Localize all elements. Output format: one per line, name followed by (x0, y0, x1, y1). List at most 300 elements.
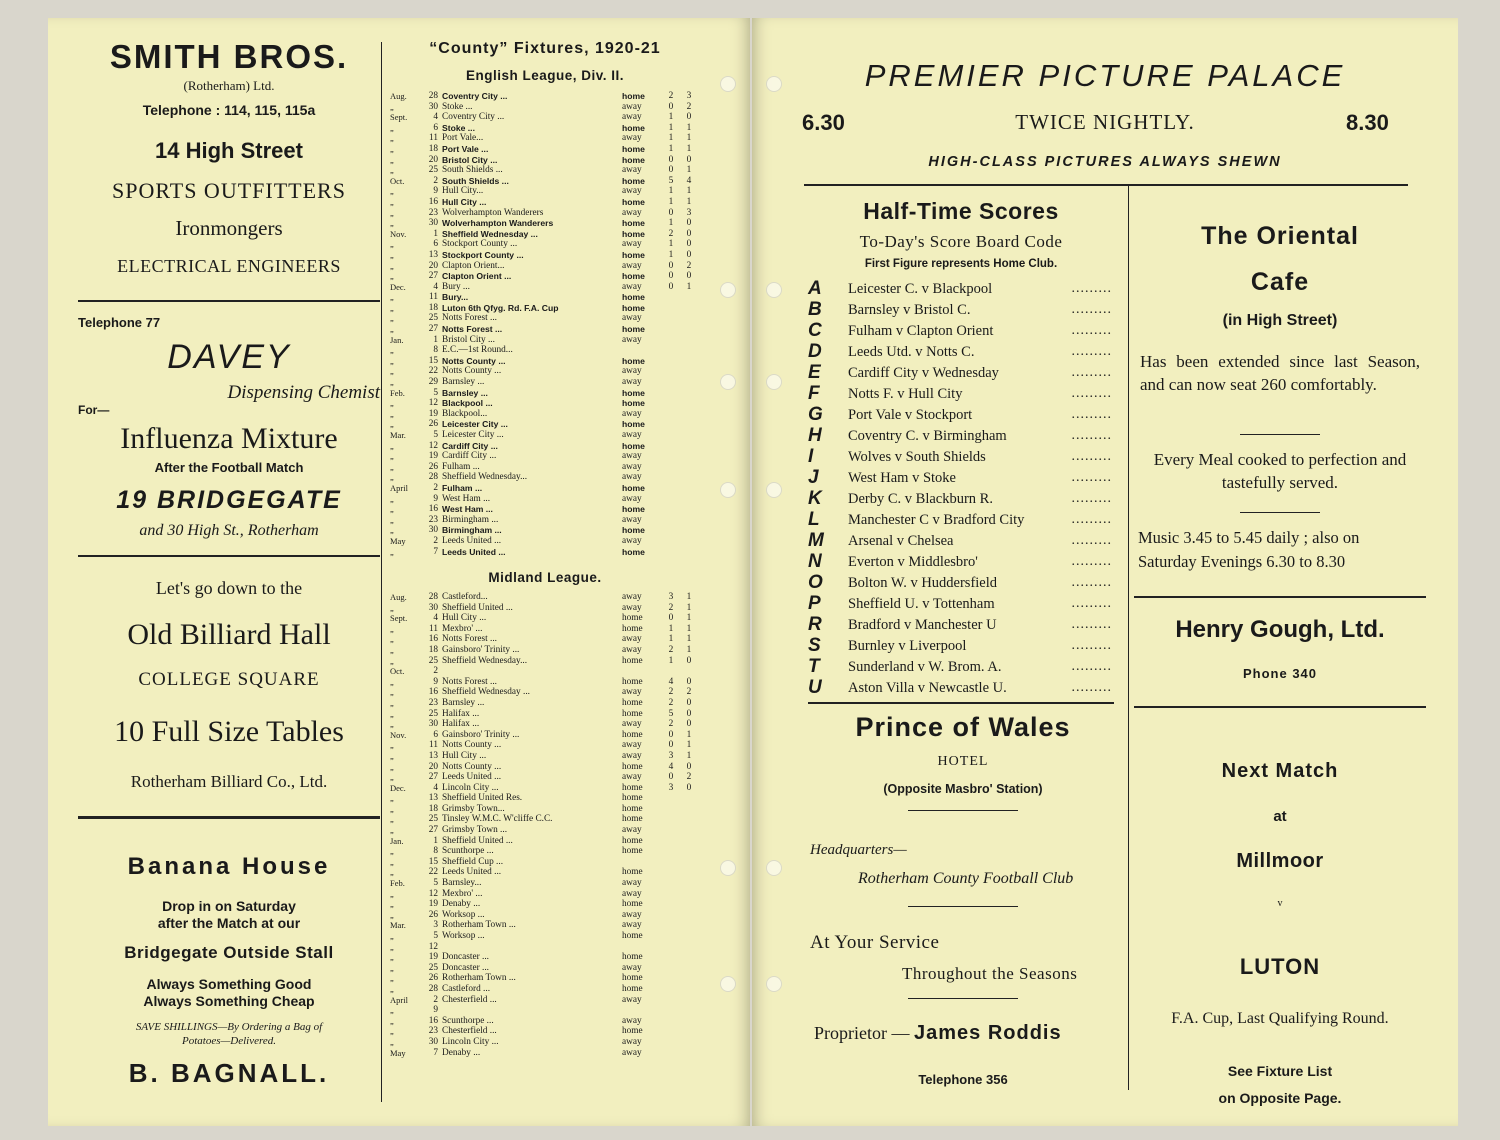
score-match: Port Vale v Stockport (848, 407, 973, 423)
score-row (808, 383, 1114, 404)
score-blank: ......... (1071, 281, 1112, 296)
fixture-opponent: Clapton Orient... (442, 260, 505, 271)
fixture-month: „ (390, 708, 394, 719)
fixture-goals-against: 1 (686, 644, 692, 655)
fixture-day: 19 (428, 408, 438, 419)
fixture-goals-against: 0 (686, 249, 692, 260)
fixture-row (390, 687, 700, 698)
fixture-day: 1 (433, 228, 438, 239)
fixture-row (390, 825, 700, 836)
oriental-in-high-street: (in High Street) (1222, 312, 1338, 329)
fixture-venue: home (622, 814, 643, 825)
fixture-month: „ (390, 1005, 394, 1016)
fixture-day: 6 (433, 729, 438, 740)
fixture-goals-for: 5 (668, 708, 674, 719)
fixture-day: 2 (433, 994, 438, 1005)
fixture-month: „ (390, 952, 394, 963)
fixture-goals-for: 2 (668, 228, 674, 239)
fixture-opponent: Sheffield United Res. (442, 793, 523, 804)
fixture-goals-for: 1 (668, 218, 674, 229)
fixture-day: 30 (428, 525, 438, 536)
score-blank: ......... (1071, 533, 1112, 548)
fixture-row (390, 793, 700, 804)
fixture-day: 2 (433, 666, 438, 677)
fixture-goals-for: 1 (668, 634, 674, 645)
fixture-venue: away (622, 535, 642, 546)
score-blank: ......... (1071, 659, 1112, 674)
fixture-day: 25 (428, 708, 438, 719)
fixture-row (390, 515, 700, 526)
fixture-venue: away (622, 920, 642, 931)
fixture-venue: away (622, 366, 642, 377)
fixture-goals-against: 3 (686, 91, 692, 101)
fixture-row (390, 952, 700, 963)
fixture-venue: away (622, 1015, 642, 1026)
score-blank: ......... (1071, 638, 1112, 653)
left-page (48, 18, 750, 1126)
fixture-day: 2 (433, 482, 438, 493)
davey-telephone: Telephone 77 (78, 315, 161, 330)
fixture-day: 15 (428, 856, 438, 867)
fixture-row (390, 366, 700, 377)
fixture-day: 11 (429, 623, 438, 634)
fixture-opponent: Tinsley W.M.C. W'cliffe C.C. (442, 814, 553, 825)
fixture-venue: home (622, 931, 643, 941)
fixture-venue: away (622, 472, 642, 483)
fixture-goals-against: 0 (686, 708, 692, 719)
fixture-month: „ (390, 623, 394, 634)
fixture-day: 18 (428, 644, 438, 655)
oriental-music: Music 3.45 to 5.45 daily ; also on Saturday Evenings 6.30 to 8.30 (1138, 528, 1360, 571)
advertisements-column (78, 18, 380, 1126)
fixture-venue: home (622, 122, 645, 133)
fixture-day: 12 (428, 888, 438, 899)
fixture-goals-against: 1 (686, 133, 692, 144)
fixture-opponent: Luton 6th Qfyg. Rd. F.A. Cup (442, 302, 559, 313)
fixture-goals-for: 0 (668, 281, 674, 292)
fixture-month: May (390, 535, 406, 546)
fixture-opponent: Rotherham Town ... (442, 973, 516, 984)
score-row (808, 488, 1114, 509)
score-code-letter: M (808, 530, 824, 551)
fixture-opponent: Stoke ... (442, 101, 473, 112)
fixture-row (390, 878, 700, 889)
fixture-row (390, 388, 700, 399)
fixture-goals-for: 0 (668, 740, 674, 751)
see-fixtures-line1: See Fixture List (1227, 1063, 1333, 1079)
fixture-month: „ (390, 761, 394, 772)
fixture-goals-for: 2 (668, 602, 674, 613)
fixture-goals-for: 4 (668, 676, 674, 687)
divider (808, 702, 1114, 704)
fixture-goals-against: 1 (686, 750, 692, 761)
fixture-row (390, 740, 700, 751)
fixture-month: „ (390, 793, 394, 804)
fixture-row (390, 218, 700, 229)
fixture-venue: home (622, 504, 645, 515)
fixture-month: „ (390, 504, 394, 515)
fixture-month: „ (390, 122, 394, 133)
banana-drop-line2: after the Match at our (157, 915, 301, 931)
fixture-month: „ (390, 1036, 394, 1047)
fixture-day: 30 (428, 1036, 438, 1047)
fixture-month: „ (390, 814, 394, 825)
fixture-opponent: Clapton Orient ... (442, 271, 512, 282)
score-blank: ......... (1071, 512, 1112, 527)
score-match: Fulham v Clapton Orient (848, 323, 994, 339)
fixture-day: 22 (428, 867, 438, 878)
fixture-venue: home (622, 835, 643, 846)
fixture-month: „ (390, 719, 394, 730)
fixture-day: 28 (428, 472, 438, 483)
fixture-venue: away (622, 888, 642, 899)
fixture-opponent: Castleford ... (442, 983, 491, 994)
fixture-goals-for: 0 (668, 729, 674, 740)
fixture-goals-for: 1 (668, 112, 674, 123)
fixture-opponent: Denaby ... (442, 899, 481, 910)
fixture-opponent: Sheffield Wednesday ... (442, 228, 538, 239)
fixture-goals-against: 0 (686, 154, 692, 165)
fixture-day: 4 (433, 613, 438, 624)
fixture-day: 4 (433, 782, 438, 793)
fixture-row (390, 931, 700, 942)
fixture-month: „ (390, 493, 394, 504)
henry-gough-phone: Phone 340 (1242, 666, 1318, 681)
fixture-day: 16 (428, 634, 438, 645)
fixture-venue: away (622, 592, 642, 602)
fixture-day: 1 (433, 835, 438, 846)
fixture-row (390, 751, 700, 762)
fixture-venue: away (622, 719, 642, 730)
english-league-heading: English League, Div. II. (465, 68, 625, 83)
divider (78, 555, 380, 557)
fixture-goals-against: 3 (686, 207, 692, 218)
fixture-month: „ (390, 249, 394, 260)
fixture-month: „ (390, 398, 394, 409)
fixture-day: 16 (428, 196, 438, 207)
fixture-venue: home (622, 271, 645, 282)
fixture-opponent: Gainsboro' Trinity ... (442, 729, 520, 740)
fixture-opponent: Doncaster ... (442, 952, 489, 963)
fixture-month: „ (390, 941, 394, 952)
fixture-venue: home (622, 782, 643, 793)
fixture-goals-against: 4 (686, 175, 692, 186)
oriental-extended: Has been extended since last Season, and can now seat 260 comfortably. (1140, 352, 1420, 394)
scores-subtitle: To-Day's Score Board Code (859, 232, 1063, 251)
smith-bros-subtitle: (Rotherham) Ltd. (183, 78, 275, 93)
fixture-month: „ (390, 154, 394, 165)
fixture-row (390, 846, 700, 857)
fixture-opponent: Chesterfield ... (442, 1026, 497, 1037)
score-blank: ......... (1071, 407, 1112, 422)
fixture-day: 20 (428, 260, 438, 271)
fixture-row (390, 155, 700, 166)
fixture-goals-against: 0 (686, 719, 692, 730)
fixture-month: April (390, 482, 408, 493)
fixture-row (390, 677, 700, 688)
fixture-row (390, 920, 700, 931)
fixture-month: Dec. (390, 281, 406, 292)
score-row (808, 299, 1114, 320)
proprietor-name: James Roddis (913, 1022, 1062, 1044)
fixture-venue: home (622, 355, 645, 366)
fixture-month: „ (390, 867, 394, 878)
score-match: Leeds Utd. v Notts C. (848, 344, 975, 360)
fixture-row (390, 730, 700, 741)
fixture-day: 7 (433, 1047, 438, 1058)
score-row (808, 320, 1114, 341)
fixture-month: „ (390, 546, 394, 557)
fixture-day: 20 (428, 761, 438, 772)
fixture-row (390, 462, 700, 473)
fixture-month: „ (390, 355, 394, 366)
fixture-row (390, 1026, 700, 1037)
fixture-month: Dec. (390, 782, 406, 793)
fixture-venue: away (622, 430, 642, 440)
fixture-opponent: E.C.—1st Round... (442, 345, 513, 356)
score-row (808, 362, 1114, 383)
score-match: Barnsley v Bristol C. (848, 302, 971, 318)
fixture-goals-against: 0 (686, 655, 692, 666)
fixture-opponent: Notts Forest ... (442, 324, 503, 335)
fixture-day: 23 (428, 514, 438, 525)
fixture-row (390, 208, 700, 219)
fixture-opponent: Sheffield Cup ... (442, 856, 504, 867)
fixture-opponent: Port Vale... (442, 133, 484, 144)
fixtures-title: “County” Fixtures, 1920-21 (429, 40, 661, 57)
fixture-venue: away (622, 260, 642, 271)
fixture-month: Sept. (390, 112, 408, 123)
fixture-venue: away (622, 239, 642, 250)
fixture-day: 9 (433, 493, 438, 504)
fixture-month: Oct. (390, 175, 405, 186)
fixture-row (390, 123, 700, 134)
fixture-day: 28 (428, 91, 438, 101)
fixture-venue: away (622, 878, 642, 889)
fixture-day: 26 (428, 461, 438, 472)
divider (1134, 596, 1426, 598)
fixture-row (390, 430, 700, 441)
score-match: Manchester C v Bradford City (848, 512, 1025, 528)
fixture-goals-for: 1 (668, 143, 674, 154)
score-blank: ......... (1071, 575, 1112, 590)
smith-bros-sports: SPORTS OUTFITTERS (112, 178, 346, 203)
score-match: Bolton W. v Huddersfield (848, 575, 998, 591)
fixture-month: „ (390, 196, 394, 207)
fixture-opponent: Lincoln City ... (442, 1036, 499, 1047)
fixture-opponent: Coventry City ... (442, 112, 505, 123)
fixture-opponent: South Shields ... (442, 175, 509, 186)
score-row (808, 341, 1114, 362)
fixture-goals-against: 2 (686, 101, 692, 112)
fixture-goals-for: 1 (668, 655, 674, 666)
fixture-opponent: Notts Forest ... (442, 313, 498, 324)
fixture-day: 23 (428, 1026, 438, 1037)
banana-save (78, 1020, 380, 1048)
fixture-month: „ (390, 846, 394, 857)
fixture-venue: home (622, 525, 645, 536)
fixture-day: 9 (433, 676, 438, 687)
fixture-row (390, 197, 700, 208)
fixture-opponent: Fulham ... (442, 461, 480, 472)
billiard-college: COLLEGE SQUARE (138, 669, 320, 690)
score-blank: ......... (1071, 323, 1112, 338)
score-row (808, 509, 1114, 530)
midland-league-fixtures (390, 592, 700, 1058)
fixture-row (390, 472, 700, 483)
fixture-opponent: Denaby ... (442, 1047, 481, 1058)
fixture-month: Feb. (390, 878, 405, 889)
fixture-row (390, 772, 700, 783)
fixture-day: 9 (433, 186, 438, 197)
fixture-month: „ (390, 750, 394, 761)
scores-first-figure: First Figure represents Home Club. (864, 258, 1058, 270)
fixture-day: 13 (428, 793, 438, 804)
fixture-month: „ (390, 292, 394, 303)
fixture-goals-for: 5 (668, 175, 674, 186)
score-match: Arsenal v Chelsea (848, 533, 954, 549)
fixture-row (390, 634, 700, 645)
fixture-row (390, 303, 700, 314)
fixture-day: 18 (428, 302, 438, 313)
fixture-month: April (390, 994, 408, 1005)
fixture-row (390, 536, 700, 547)
fixture-row (390, 719, 700, 730)
smith-bros-ironmongers: Ironmongers (175, 216, 283, 240)
oriental-cafe: Cafe (1250, 268, 1310, 296)
fixture-month: Nov. (390, 729, 407, 740)
fixture-day: 27 (428, 825, 438, 836)
fixture-opponent: Barnsley ... (442, 387, 488, 398)
fixture-day: 5 (433, 878, 438, 889)
fixture-row (390, 377, 700, 388)
smith-bros-electrical: ELECTRICAL ENGINEERS (117, 256, 341, 276)
fixture-month: „ (390, 888, 394, 899)
banana-house-name: Banana House (127, 853, 331, 880)
fixture-goals-for: 4 (668, 761, 674, 772)
binding-hole (720, 860, 736, 876)
fixture-row (390, 335, 700, 346)
fixture-goals-against: 2 (686, 772, 692, 783)
fixture-row (390, 313, 700, 324)
score-blank: ......... (1071, 470, 1112, 485)
fixture-opponent: Halifax ... (442, 719, 480, 730)
fixture-day: 27 (428, 772, 438, 783)
score-row (808, 446, 1114, 467)
henry-gough-name: Henry Gough, Ltd. (1175, 616, 1385, 643)
smith-bros-street: 14 High Street (155, 138, 303, 163)
fixture-venue: away (622, 514, 642, 525)
fixture-day: 2 (433, 175, 438, 186)
midland-league-heading: Midland League. (488, 570, 602, 585)
fixture-day: 8 (433, 345, 438, 356)
fixture-opponent: Lincoln City ... (442, 782, 499, 793)
score-code-letter: E (808, 362, 821, 383)
fixtures-column (384, 18, 706, 1126)
score-row (808, 635, 1114, 656)
fixture-month: „ (390, 345, 394, 356)
fixture-row (390, 1048, 700, 1059)
score-row (808, 593, 1114, 614)
davey-name: DAVEY (167, 338, 291, 376)
fixture-day: 11 (429, 740, 438, 751)
fixture-day: 20 (428, 154, 438, 165)
score-code-letter: K (808, 488, 822, 509)
score-board-rows (808, 278, 1114, 698)
fixture-row (390, 494, 700, 505)
fixture-venue: home (622, 899, 643, 910)
fixture-goals-for: 1 (668, 186, 674, 197)
fixture-opponent: Grimsby Town ... (442, 825, 508, 836)
fixture-goals-for: 0 (668, 271, 674, 282)
fixture-venue: home (622, 302, 645, 313)
fixture-day: 16 (428, 1015, 438, 1026)
banana-drop (78, 898, 380, 932)
fixture-day: 28 (428, 983, 438, 994)
fixture-goals-against: 1 (686, 281, 692, 292)
fixture-goals-for: 1 (668, 239, 674, 250)
davey-dispensing: Dispensing Chemist (227, 382, 380, 403)
fixture-opponent: Sheffield Wednesday... (442, 655, 528, 666)
divider (804, 184, 1408, 186)
fixture-month: Aug. (390, 592, 407, 602)
score-match: Aston Villa v Newcastle U. (848, 680, 1007, 696)
fixture-day: 19 (428, 952, 438, 963)
fixture-row (390, 409, 700, 420)
fixture-day: 25 (428, 655, 438, 666)
score-row (808, 551, 1114, 572)
binding-hole (766, 374, 782, 390)
score-match: Leicester C. v Blackpool (848, 281, 993, 297)
fixture-day: 16 (428, 687, 438, 698)
score-match: Derby C. v Blackburn R. (848, 491, 993, 507)
fixture-row (390, 133, 700, 144)
score-row (808, 404, 1114, 425)
fixture-month: „ (390, 983, 394, 994)
fixture-opponent: Birmingham ... (442, 514, 499, 525)
fixture-opponent: Bristol City ... (442, 334, 495, 345)
binding-hole (720, 976, 736, 992)
banana-drop-line1: Drop in on Saturday (162, 898, 296, 914)
fixture-day: 28 (428, 592, 438, 602)
binding-hole (766, 860, 782, 876)
fixture-day: 30 (428, 602, 438, 613)
fixture-goals-for: 0 (668, 165, 674, 176)
score-row (808, 572, 1114, 593)
fixture-opponent: Notts County ... (442, 761, 502, 772)
fixture-venue: home (622, 196, 645, 207)
fixture-row (390, 229, 700, 240)
score-code-letter: R (808, 614, 822, 635)
fixture-goals-for: 1 (668, 133, 674, 144)
fixture-day: 4 (433, 281, 438, 292)
fixture-goals-for: 0 (668, 613, 674, 624)
fixture-venue: home (622, 803, 643, 814)
fixture-row (390, 603, 700, 614)
divider (1240, 434, 1320, 435)
fixture-row (390, 239, 700, 250)
score-match: Notts F. v Hull City (848, 386, 963, 402)
fixture-day: 26 (428, 419, 438, 430)
oriental-the: The Oriental (1201, 222, 1359, 250)
fixture-opponent: Gainsboro' Trinity ... (442, 644, 520, 655)
fixture-row (390, 102, 700, 113)
fixture-opponent: Blackpool... (442, 408, 488, 419)
binding-hole (766, 976, 782, 992)
fixture-goals-against: 0 (686, 782, 692, 793)
banana-proprietor: B. BAGNALL. (128, 1058, 330, 1088)
fixture-opponent: Chesterfield ... (442, 994, 497, 1005)
